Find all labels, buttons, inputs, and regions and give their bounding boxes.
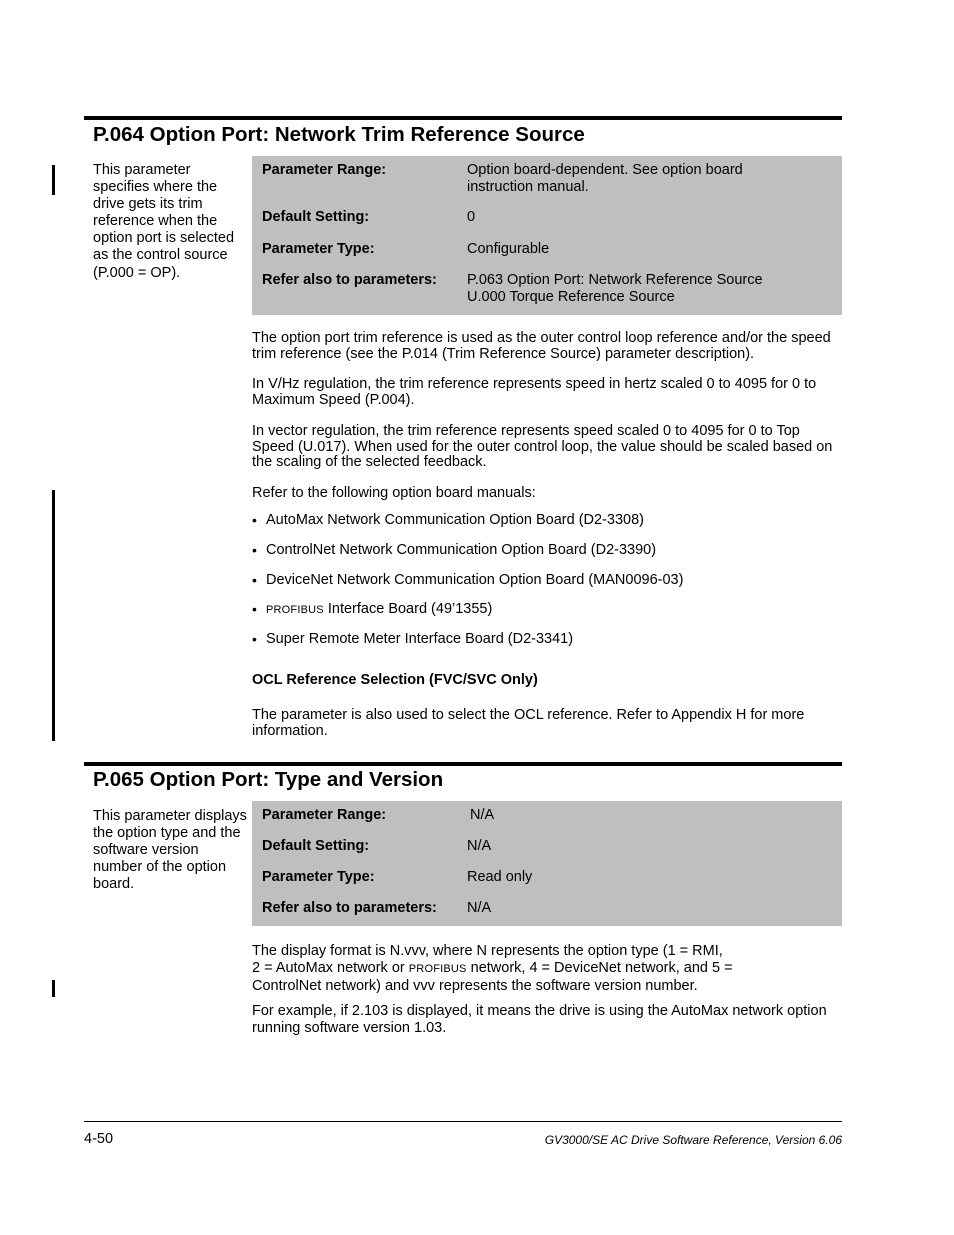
heading-p065: P.065 Option Port: Type and Version [93, 768, 444, 791]
bullet: • [252, 512, 257, 528]
bullet: • [252, 542, 257, 558]
label-refer-also: Refer also to parameters: [262, 900, 437, 916]
value-parameter-type: Read only [467, 869, 533, 885]
change-bar [52, 980, 55, 997]
change-bar [52, 165, 55, 195]
value-parameter-type: Configurable [467, 241, 550, 257]
parameter-table-p064 [252, 156, 842, 315]
section-rule-p065 [84, 762, 842, 766]
label-parameter-type: Parameter Type: [262, 869, 375, 885]
change-bar [52, 490, 55, 741]
bullet: • [252, 631, 257, 647]
paragraph: The option port trim reference is used as the outer control loop reference and/or the speed trim reference (see the P.014 (Trim Reference Source) parameter description). [252, 330, 831, 362]
label-parameter-range: Parameter Range: [262, 807, 387, 823]
label-default-setting: Default Setting: [262, 209, 370, 225]
label-parameter-type: Parameter Type: [262, 241, 375, 257]
value-default-setting: 0 [467, 209, 476, 225]
paragraph: Refer to the following option board manuals: [252, 485, 536, 501]
bullet: • [252, 601, 257, 617]
label-parameter-range: Parameter Range: [262, 162, 387, 178]
subheading-ocl: OCL Reference Selection (FVC/SVC Only) [252, 672, 538, 688]
paragraph: In V/Hz regulation, the trim reference represents speed in hertz scaled 0 to 4095 for 0 to Maximum Speed (P.004). [252, 376, 817, 408]
paragraph: The display format is N.vvv, where N represents the option type (1 = RMI, 2 = AutoMax network or PROFIBUS network, 4 = DeviceNet network, and 5 = ControlNet network) and vvv represents the software version number. [252, 943, 733, 994]
footer-rule [84, 1121, 842, 1122]
profibus-smallcaps: PROFIBUS [408, 963, 467, 975]
value-parameter-range: Option board-dependent. See option board instruction manual. [467, 162, 743, 195]
paragraph: In vector regulation, the trim reference represents speed scaled 0 to 4095 for 0 to Top Speed (U.017). When used for the outer control loop, the value should be scaled based on the scaling of the selected feedback. [252, 423, 833, 471]
parameter-table-p065 [252, 801, 842, 926]
section-rule-p064 [84, 116, 842, 120]
value-default-setting: N/A [467, 838, 492, 854]
bullet: • [252, 572, 257, 588]
side-note-p064: This parameter specifies where the drive gets its trim reference when the option port is selected as the control source (P.000 = OP). [93, 162, 235, 281]
value-parameter-range: N/A [470, 807, 495, 823]
profibus-smallcaps: PROFIBUS [266, 604, 324, 616]
paragraph: For example, if 2.103 is displayed, it means the drive is using the AutoMax network option running software version 1.03. [252, 1003, 827, 1036]
value-refer-also: P.063 Option Port: Network Reference Source U.000 Torque Reference Source [467, 272, 763, 305]
document-title: GV3000/SE AC Drive Software Reference, Version 6.06 [544, 1133, 842, 1147]
paragraph: The parameter is also used to select the OCL reference. Refer to Appendix H for more information. [252, 707, 805, 739]
label-refer-also: Refer also to parameters: [262, 272, 437, 288]
side-note-p065: This parameter displays the option type and the software version number of the option board. [93, 808, 247, 893]
heading-p064: P.064 Option Port: Network Trim Reference Source [93, 123, 585, 146]
value-refer-also: N/A [467, 900, 492, 916]
label-default-setting: Default Setting: [262, 838, 370, 854]
page-number: 4-50 [84, 1131, 114, 1147]
